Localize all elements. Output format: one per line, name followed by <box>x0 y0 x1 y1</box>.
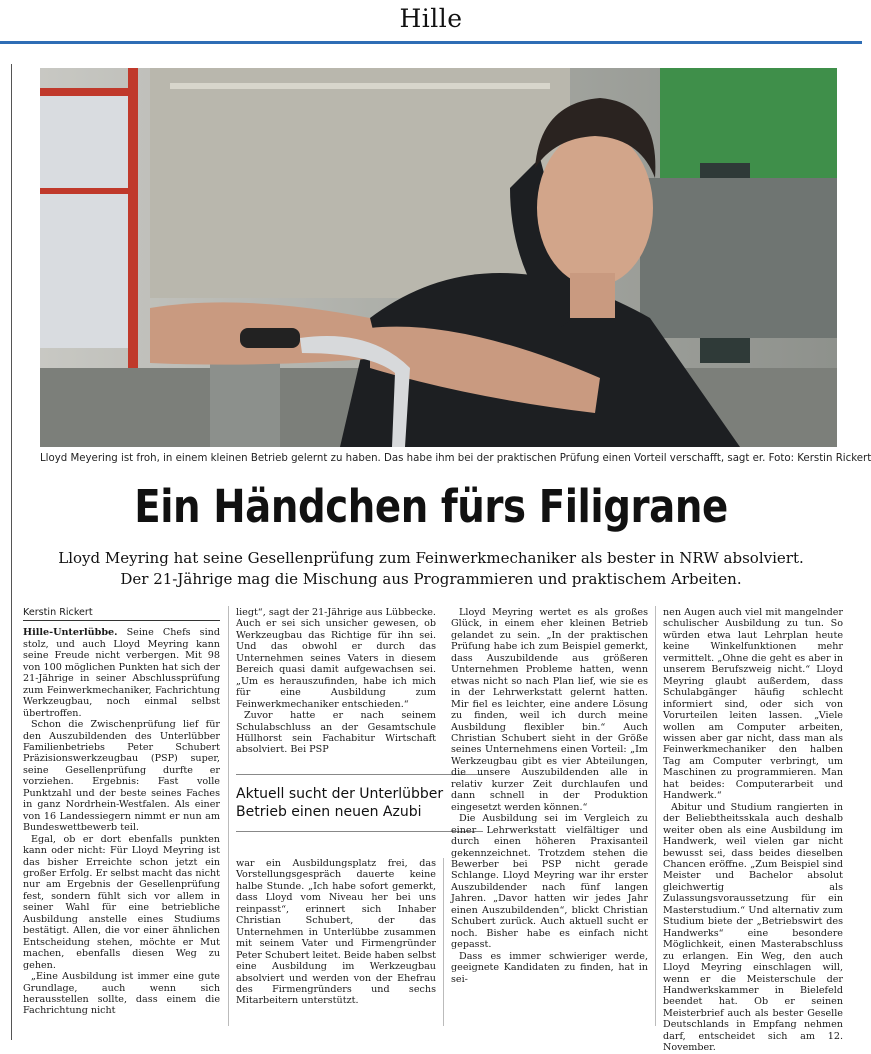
dateline: Hille-Unterlübbe. <box>23 627 118 639</box>
section-title: Hille <box>399 4 463 33</box>
article-column-1 <box>23 607 220 1027</box>
article-paragraph: war ein Ausbildungsplatz frei, das Vorstellungsgespräch dauerte keine halbe Stunde. „Ich habe sofort gemerkt, dass Lloyd vom Niveau her bei uns reinpasst“, erinnert sich Inhaber Christian Schubert, der das Unternehmen in Unterlübbe zusammen mit seinem Vater und Firmengründer Peter Schubert leitet. Beide haben selbst eine Ausbildung im Werkzeugbau absolviert und werden von der Ehefrau des Firmengründers und sechs Mitarbeitern unterstützt. <box>236 858 436 1007</box>
article-column-2-bottom <box>236 858 436 1028</box>
article-paragraph: Dass es immer schwieriger werde, geeignete Kandidaten zu finden, hat in sei- <box>451 950 648 985</box>
info-box: Aktuell sucht der Unterlübber Betrieb einen neuen Azubi <box>236 774 483 832</box>
article-column-2-top <box>236 607 436 765</box>
page-margin-rule <box>11 64 12 1040</box>
column-divider <box>655 606 656 1026</box>
section-rule <box>0 41 862 44</box>
article-paragraph: „Eine Ausbildung ist immer eine gute Grundlage, auch wenn sich herausstellen sollte, dass einem die Fachrichtung nicht <box>23 971 220 1017</box>
article-paragraph: liegt“, sagt der 21-Jährige aus Lübbecke. Auch er sei sich unsicher gewesen, ob Werkzeugbau das Richtige für ihn sei. Und das obwohl er durch das Unternehmen seines Vaters in diesem Bereich quasi damit aufgewachsen sei. „Um es herauszufinden, habe ich mich für eine Ausbildung zum Feinwerkmechaniker entschieden.“ <box>236 607 436 710</box>
byline: Kerstin Rickert <box>23 607 220 621</box>
subtitle-line: Lloyd Meyring hat seine Gesellenprüfung zum Feinwerkmechaniker als bester in NRW absolviert. <box>58 549 804 567</box>
article-photo <box>40 68 837 447</box>
article-paragraph: Abitur und Studium rangierten in der Beliebtheitsskala auch deshalb weiter oben als eine Ausbildung im Handwerk, weil vielen gar nicht bewusst sei, dass beides dieselben Chancen eröffne. „Zum Beispiel sind Meister und Bachelor absolut gleichwertig als Zulassungsvoraussetzung für ein Masterstudium.“ Und alternativ zum Studium biete der „Betriebswirt des Handwerks“ eine besondere Möglichkeit, einen Masterabschluss zu erlangen. Ein Weg, den auch Lloyd Meyring einschlagen will, wenn er die Meisterschule der Handwerkskammer in Bielefeld beendet hat. Ob er seinen Meisterbrief auch als bester Geselle Deutschlands in Empfang nehmen darf, entscheidet sich am 12. November. <box>663 801 843 1054</box>
article-paragraph: nen Augen auch viel mit mangelnder schulischer Ausbildung zu tun. So würden etwa laut Lehrplan heute keine Winkelfunktionen mehr vermittelt. „Ohne die geht es aber in unserem Berufszweig nicht.“ Lloyd Meyring glaubt außerdem, dass Schulabgänger häufig schlecht informiert sind, oder sich von Vorurteilen leiten lassen. „Viele wollen am Computer arbeiten, wissen aber gar nicht, dass man als Feinwerkmechaniker den halben Tag am Computer verbringt, um Maschinen zu programmieren. Man hat beides: Computerarbeit und Handwerk.“ <box>663 607 843 802</box>
headline: Ein Händchen fürs Filigrane <box>134 480 728 533</box>
article-column-4 <box>663 607 843 1054</box>
article-paragraph: Schon die Zwischenprüfung lief für den Auszubildenden des Unterlübber Familienbetriebs Peter Schubert Präzisionswerkzeugbau (PSP) super, seine Gesellenprüfung durfte er vorziehen. Ergebnis: Fast volle Punktzahl und der beste seines Faches in ganz Nordrhein-Westfalen. Als einer von 16 Landessiegern nimmt er nun am Bundeswettbewerb teil. <box>23 719 220 834</box>
subtitle <box>20 548 842 589</box>
article-paragraph: Die Ausbildung sei im Vergleich zu einer Lehrwerkstatt vielfältiger und durch einen höheren Praxisanteil gekennzeichnet. Trotzdem stehen die Bewerber bei PSP nicht gerade Schlange. Lloyd Meyring war ihr erster Auszubildender nach fünf langen Jahren. „Davor hatten wir jedes Jahr einen Auszubildenden“, blickt Christian Schubert zurück. Auch aktuell sucht er noch. Bisher habe es einfach nicht gepasst. <box>451 813 648 951</box>
article-column-3 <box>451 607 648 1027</box>
article-paragraph: Lloyd Meyring wertet es als großes Glück, in einem eher kleinen Betrieb gelandet zu sein. „In der praktischen Prüfung habe ich zum Beispiel gemerkt, dass Auszubildende aus größeren Unternehmen Probleme hatten, wenn etwas nicht so nach Plan lief, wie sie es in der Lehrwerkstatt gelernt hatten. Mir fiel es leichter, eine andere Lösung zu finden, weil ich durch meine Ausbildung flexibler bin.“ Auch Christian Schubert sieht in der Größe seines Unternehmens einen Vorteil: „Im Werkzeugbau gibt es vier Abteilungen, die unsere Auszubildenden alle in relativ kurzer Zeit durchlaufen und dann schnell in der Produktion eingesetzt werden können.“ <box>451 607 648 813</box>
article-paragraph: Hille-Unterlübbe. Seine Chefs sind stolz, und auch Lloyd Meyring kann seine Freude nicht verbergen. Mit 98 von 100 möglichen Punkten hat sich der 21-Jährige in seiner Abschlussprüfung zum Feinwerkmechaniker, Fachrichtung Werkzeugbau, noch einmal selbst übertroffen. <box>23 627 220 719</box>
column-divider <box>228 606 229 1026</box>
photo-caption: Lloyd Meyering ist froh, in einem kleinen Betrieb gelernt zu haben. Das habe ihm bei der praktischen Prüfung einen Vorteil verschafft, sagt er. Foto: Kerstin Rickert <box>40 453 871 464</box>
article-paragraph: Egal, ob er dort ebenfalls punkten kann oder nicht: Für Lloyd Meyring ist das bisher Erreichte schon jetzt ein großer Erfolg. Er selbst macht das nicht nur am Ergebnis der Gesellenprüfung fest, sondern fühlt sich vor allem in seiner Wahl für eine betriebliche Ausbildung anstelle eines Studiums bestätigt. Allen, die vor einer ähnlichen Entscheidung stehen, möchte er Mut machen, ebenfalls diesen Weg zu gehen. <box>23 833 220 971</box>
article-paragraph: Zuvor hatte er nach seinem Schulabschluss an der Gesamtschule Hüllhorst sein Fachabitur Wirtschaft absolviert. Bei PSP <box>236 710 436 756</box>
subtitle-line: Der 21-Jährige mag die Mischung aus Programmieren und praktischem Arbeiten. <box>120 569 742 588</box>
column-divider <box>443 858 444 1026</box>
